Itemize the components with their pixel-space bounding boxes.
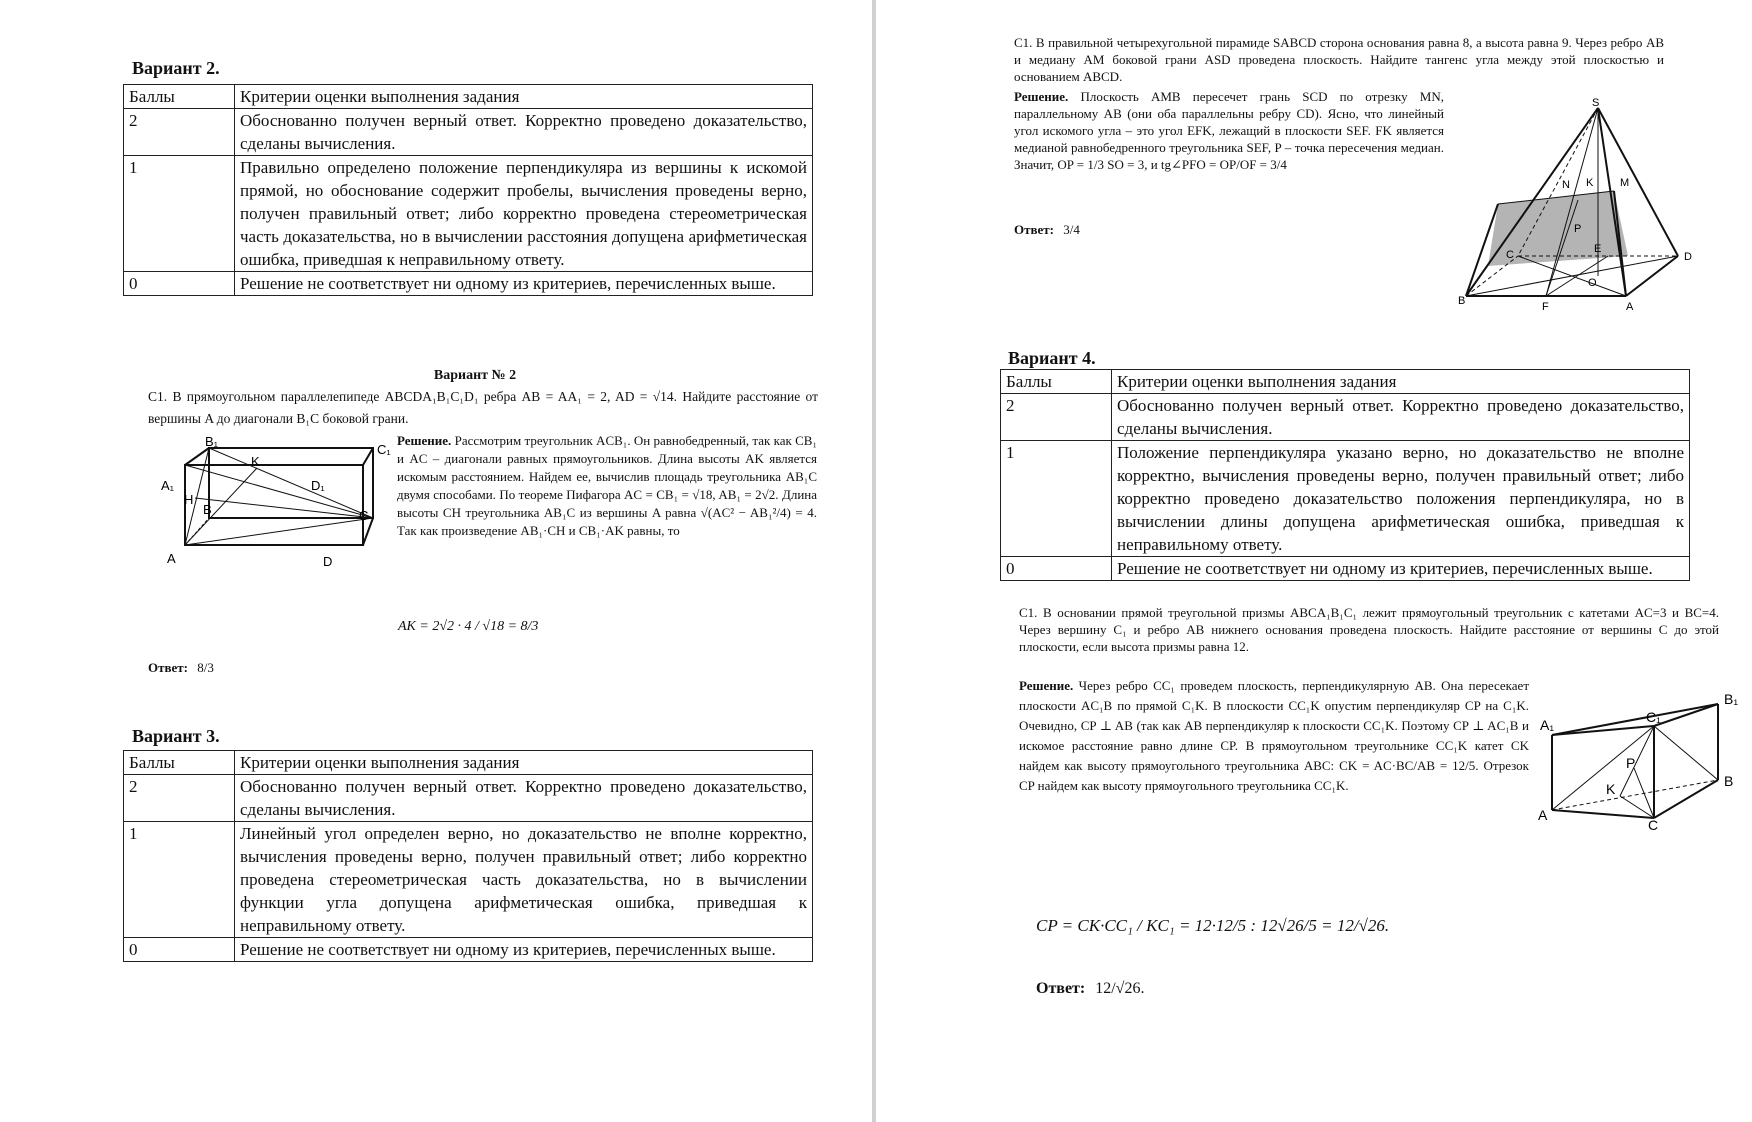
table-header-row: Баллы Критерии оценки выполнения задания — [124, 85, 813, 109]
variant-3-heading: Вариант 3. — [132, 726, 220, 746]
prism-formula: CP = CK·CC₁ / KC₁ = 12·12/5 : 12√26/5 = 12/√26. — [1036, 916, 1390, 935]
problem-answer: Ответ: 8/3 — [148, 660, 214, 675]
variant-2-criteria-table — [123, 84, 813, 296]
table-row: 2 Обоснованно получен верный ответ. Корректно проведено доказательство, сделаны вычисления. — [124, 775, 813, 822]
table-row: 2 Обоснованно получен верный ответ. Корректно проведено доказательство, сделаны вычисления. — [124, 109, 813, 156]
fig-label: C — [1506, 249, 1514, 261]
fig-label: D — [1684, 251, 1692, 263]
solution-text: Рассмотрим треугольник ACB₁. Он равнобедренный, так как CB₁ и AC – диагонали равных прямоугольников. Длина высоты AK является искомым расстоянием. Найдем ее, вычислив площадь треугольника AB₁C двумя способами. По теореме Пифагора AC = CB₁ = √18, AB₁ = 2√2. Длина высоты CH треугольника AB₁C из вершины A равна √(AC² − AB₁²/4) = 4. Так как произведение AB₁·CH и CB₁·AK равны, то — [397, 433, 817, 538]
fig-label: P — [1574, 223, 1582, 235]
solution-label: Решение. — [1019, 678, 1074, 693]
pyramid-statement: С1. В правильной четырехугольной пирамиде SABCD сторона основания равна 8, а высота равна 9. Через ребро AB и медиану AM боковой грани ASD проведена плоскость. Найдите тангенс угла между этой плоскостью и основанием ABCD. — [1014, 35, 1664, 84]
fig-label: A — [1538, 807, 1548, 823]
solution-text: Через ребро CC₁ проведем плоскость, перпендикулярную AB. Она пересекает плоскости AC₁B по прямой C₁K. В плоскости CC₁K опустим перпендикуляр CP на C₁K. Очевидно, CP ⊥ AB (так как AB перпендикуляр к плоскости CC₁K. Поэтому CP ⊥ AC₁B и искомое расстояние равно длине CP. В прямоугольном треугольнике CC₁K катет CK найдем как высоту прямоугольного треугольника ABC: CK = AC·BC/AB = 12/5. Отрезок CP найдем как высоту прямоугольного треугольника CC₁K. — [1019, 678, 1529, 793]
pyramid-answer: Ответ: 3/4 — [1014, 222, 1080, 237]
variant-4-heading: Вариант 4. — [1008, 348, 1096, 368]
fig-label: A — [1626, 301, 1634, 313]
fig-label: A₁ — [1540, 717, 1555, 733]
prism-statement: С1. В основании прямой треугольной призмы ABCA₁B₁C₁ лежит прямоугольный треугольник с катетами AC=3 и BC=4. Через вершину C₁ и ребро AB нижнего основания проведена плоскость. Найдите расстояние от вершины C до этой плоскости, если высота призмы равна 12. — [1019, 605, 1719, 654]
problem-formula: AK = 2√2 · 4 / √18 = 8/3 — [398, 619, 539, 634]
prism-solution — [1019, 676, 1529, 796]
table-row: 1 Положение перпендикуляра указано верно, но доказательство не вполне корректно, вычисления проведены верно, получен правильный ответ; либо корректно проведено доказательство положения перпендикуляра, но в вычислении длины допущена арифметическая ошибка, приведшая к неправильному ответу. — [1001, 441, 1690, 557]
fig-label: K — [251, 454, 260, 469]
fig-label: D — [323, 554, 333, 569]
fig-label: B₁ — [205, 434, 219, 449]
table-row: 0 Решение не соответствует ни одному из критериев, перечисленных выше. — [124, 272, 813, 296]
fig-label: E — [1594, 243, 1602, 255]
solution-text: Плоскость AMB пересечет грань SCD по отрезку MN, параллельному AB (они оба параллельны ребру CD). Ясно, что линейный угол искомого угла – это угол EFK, лежащий в плоскости SEF. FK является медианой равнобедренного треугольника SEF, P – точка пересечения медиан. Значит, OP = 1/3 SO = 3, и tg∠PFO = OP/OF = 3/4 — [1014, 89, 1445, 172]
prism-answer: Ответ: 12/√26. — [1036, 980, 1145, 997]
table-row: 1 Правильно определено положение перпендикуляра из вершины к искомой прямой, но обоснование содержит пробелы, вычисления проведены верно, получен правильный ответ; либо корректно проведена стереометрическая часть доказательства, но в вычислении расстояния допущена арифметическая ошибка, приведшая к неправильному ответу. — [124, 156, 813, 272]
solution-label: Решение. — [1014, 89, 1069, 104]
fig-label: F — [1542, 301, 1549, 313]
fig-label: C₁ — [377, 442, 391, 457]
fig-label: B — [1458, 295, 1466, 307]
fig-label: P — [1626, 755, 1636, 771]
table-row: 1 Линейный угол определен верно, но доказательство не вполне корректно, вычисления проведены верно, получен правильный ответ; либо корректно проведена стереометрическая часть доказательства, но в вычислении функции угла допущена арифметическая ошибка, приведшая к неправильному ответу. — [124, 822, 813, 938]
right-page — [876, 0, 1752, 1122]
solution-label: Решение. — [397, 433, 452, 448]
table-row: 0 Решение не соответствует ни одному из критериев, перечисленных выше. — [1001, 557, 1690, 581]
variant-3-criteria-table — [123, 750, 813, 962]
problem-statement: С1. В прямоугольном параллелепипеде ABCDA₁B₁C₁D₁ ребра AB = AA₁ = 2, AD = √14. Найдите расстояние от вершины A до диагонали B₁C боковой грани. — [148, 389, 818, 426]
problem-title: Вариант № 2 — [433, 368, 517, 383]
fig-label: O — [1588, 277, 1597, 289]
fig-label: B — [203, 502, 212, 517]
fig-label: C — [1648, 817, 1659, 833]
prism-figure — [1538, 690, 1742, 833]
fig-label: K — [1586, 177, 1594, 189]
fig-label: B — [1724, 773, 1734, 789]
fig-label: N — [1562, 179, 1570, 191]
table-row: 0 Решение не соответствует ни одному из критериев, перечисленных выше. — [124, 938, 813, 962]
fig-label: S — [1592, 97, 1600, 109]
table-header-row: Баллы Критерии оценки выполнения задания — [1001, 370, 1690, 394]
fig-label: A — [167, 551, 176, 566]
fig-label: B₁ — [1724, 691, 1739, 707]
fig-label: C₁ — [1646, 709, 1661, 725]
problem-solution — [397, 432, 817, 540]
fig-label: C — [359, 508, 369, 523]
fig-label: D₁ — [311, 478, 325, 493]
pyramid-solution — [1014, 88, 1444, 173]
pyramid-figure — [1458, 96, 1718, 316]
fig-label: A₁ — [161, 478, 175, 493]
table-header-row: Баллы Критерии оценки выполнения задания — [124, 751, 813, 775]
fig-label: M — [1620, 177, 1630, 189]
fig-label: K — [1606, 781, 1616, 797]
parallelepiped-figure — [155, 434, 400, 570]
variant-4-criteria-table — [1000, 369, 1690, 581]
left-page — [0, 0, 872, 1122]
variant-2-heading: Вариант 2. — [132, 58, 220, 78]
fig-label: H — [184, 492, 194, 507]
table-row: 2 Обоснованно получен верный ответ. Корректно проведено доказательство, сделаны вычисления. — [1001, 394, 1690, 441]
